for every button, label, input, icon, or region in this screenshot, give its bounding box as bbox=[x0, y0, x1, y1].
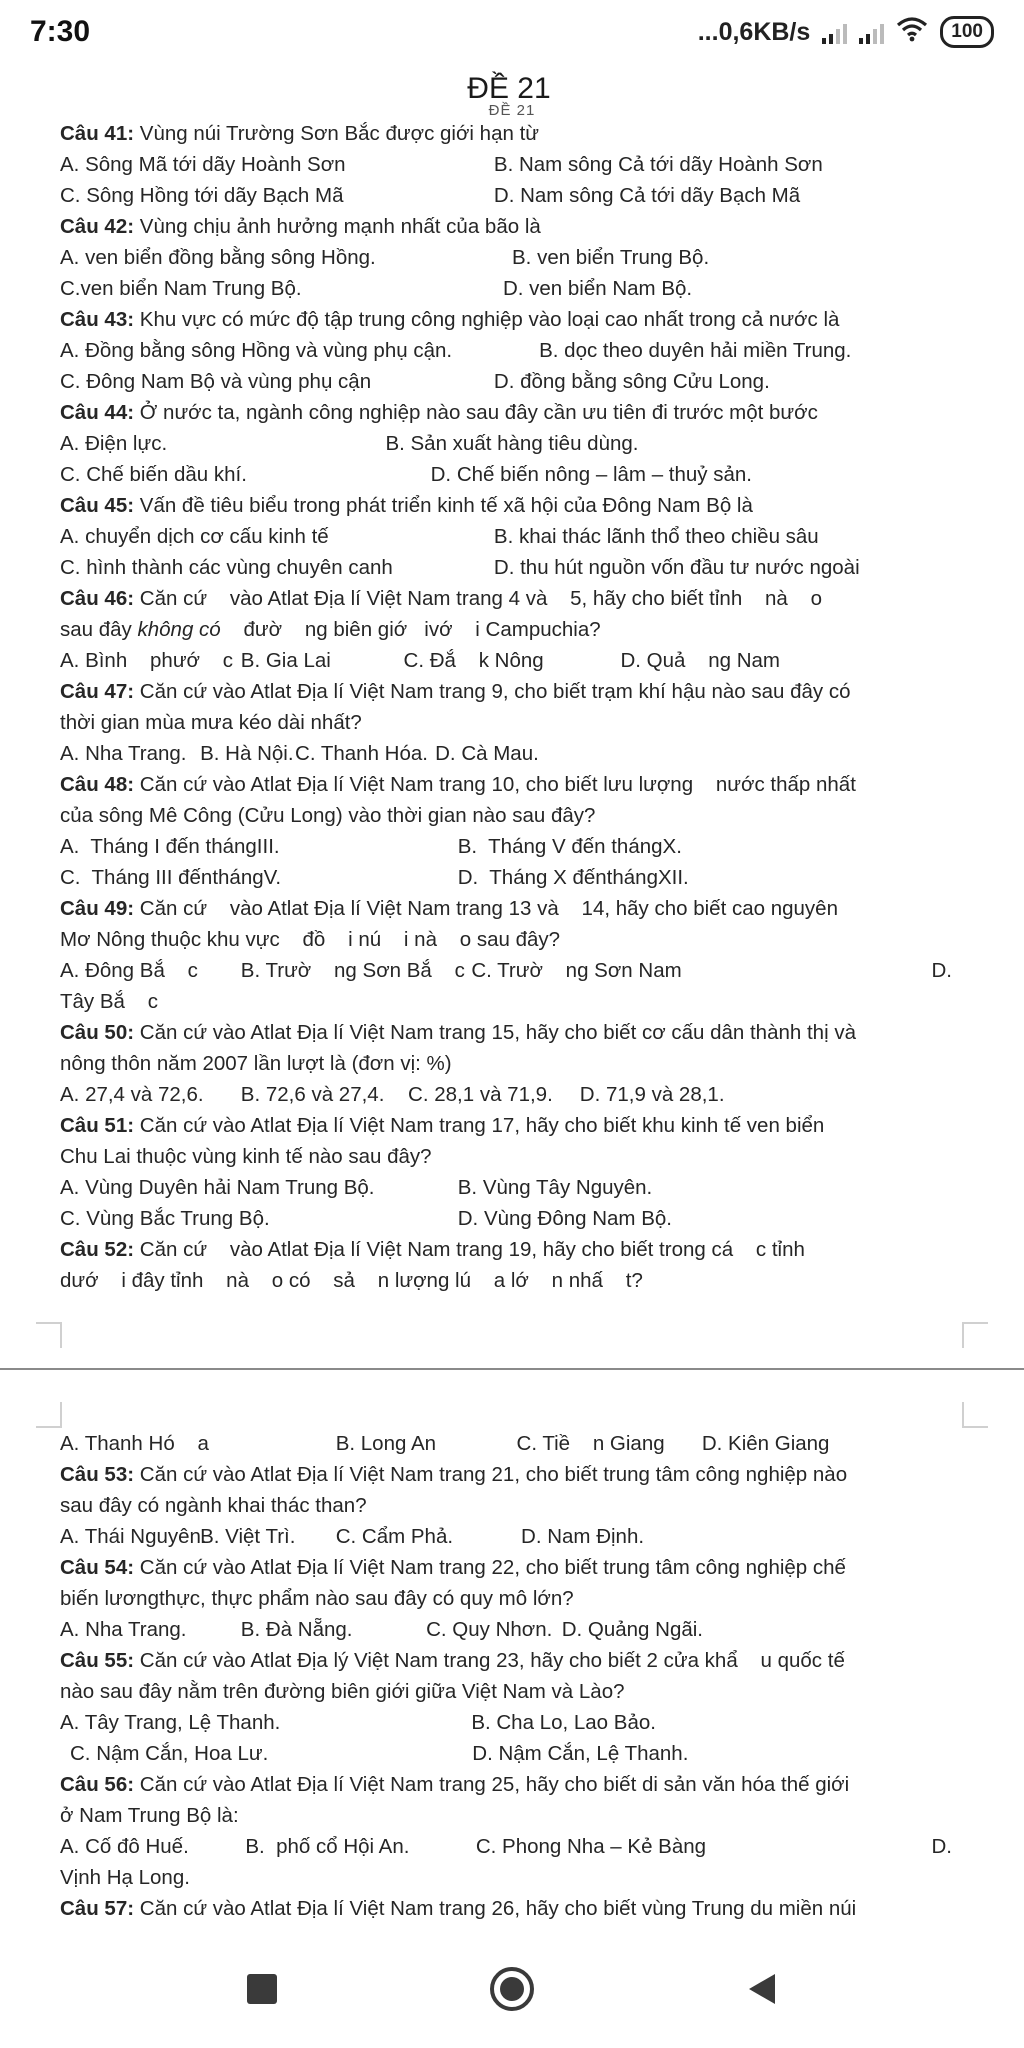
option-b: B. ven biển Trung Bộ. bbox=[512, 246, 710, 269]
option-b: B. Long An bbox=[335, 1432, 437, 1455]
question-text-line-1: Căn cứ vào Atlat Địa lí Việt Nam trang 26, hãy cho biết vùng Trung du miền núi bbox=[139, 1897, 857, 1920]
option-b: B. khai thác lãnh thổ theo chiều sâu bbox=[493, 525, 819, 548]
option-d: D. đồng bằng sông Cửu Long. bbox=[493, 370, 770, 393]
option-d: D. Quả ng Nam bbox=[620, 649, 780, 672]
option-b: B. Tháng V đến thángX. bbox=[457, 835, 682, 858]
option-d-continued: Vịnh Hạ Long. bbox=[60, 1866, 190, 1889]
document-page-1 bbox=[60, 66, 964, 1296]
question-53 bbox=[60, 1459, 964, 1552]
question-text: Vấn đề tiêu biểu trong phát triển kinh tế xã hội của Đông Nam Bộ là bbox=[139, 494, 753, 517]
question-number: Câu 49: bbox=[60, 897, 135, 920]
question-number: Câu 42: bbox=[60, 215, 135, 238]
question-text-line-2a: sau đây bbox=[60, 618, 138, 641]
option-c: C. Phong Nha – Kẻ Bàng bbox=[475, 1835, 707, 1858]
option-b: B. Đà Nẵng. bbox=[240, 1618, 353, 1641]
question-50 bbox=[60, 1017, 964, 1110]
option-b: B. Vùng Tây Nguyên. bbox=[457, 1176, 653, 1199]
page-break bbox=[0, 1368, 1024, 1424]
question-number: Câu 50: bbox=[60, 1021, 135, 1044]
question-number: Câu 41: bbox=[60, 122, 135, 145]
question-text-line-1: Căn cứ vào Atlat Địa lí Việt Nam trang 21, cho biết trung tâm công nghiệp nào bbox=[139, 1463, 848, 1486]
question-number: Câu 47: bbox=[60, 680, 135, 703]
question-number: Câu 51: bbox=[60, 1114, 135, 1137]
signal-1-icon bbox=[822, 20, 847, 44]
question-text-line-2b: đườ ng biên giớ ivớ i Campuchia? bbox=[220, 618, 601, 641]
crop-mark-top-right bbox=[962, 1322, 988, 1348]
question-number: Câu 56: bbox=[60, 1773, 135, 1796]
option-c: C. Quy Nhơn. bbox=[426, 1618, 553, 1641]
net-speed: ...0,6KB/s bbox=[697, 17, 811, 46]
option-a: A. Vùng Duyên hải Nam Trung Bộ. bbox=[60, 1176, 375, 1199]
question-49 bbox=[60, 893, 964, 1017]
option-b: B. Hà Nội. bbox=[200, 742, 294, 765]
option-c: C. 28,1 và 71,9. bbox=[408, 1083, 553, 1106]
home-circle-icon[interactable] bbox=[482, 1959, 542, 2019]
question-text-line-2: nào sau đây nằm trên đường biên giới giữa Việt Nam và Lào? bbox=[60, 1680, 625, 1703]
question-55 bbox=[60, 1645, 964, 1769]
question-text-line-2: Chu Lai thuộc vùng kinh tế nào sau đây? bbox=[60, 1145, 432, 1168]
question-text-line-2: biến lươngthực, thực phẩm nào sau đây có quy mô lớn? bbox=[60, 1587, 574, 1610]
option-a: A. Bình phướ c bbox=[60, 649, 234, 672]
question-text-line-1: Căn cứ vào Atlat Địa lí Việt Nam trang 22, cho biết trung tâm công nghiệp chế bbox=[139, 1556, 846, 1579]
option-a: A. Đông Bắ c bbox=[60, 959, 198, 982]
option-a: A. Thanh Hó a bbox=[60, 1432, 209, 1455]
option-c: C. Chế biến dầu khí. bbox=[60, 463, 247, 486]
question-42 bbox=[60, 211, 964, 304]
crop-mark-bottom-right bbox=[962, 1402, 988, 1428]
question-text-line-2: nông thôn năm 2007 lần lượt là (đơn vị: %) bbox=[60, 1052, 452, 1075]
question-48 bbox=[60, 769, 964, 893]
option-c: C. Vùng Bắc Trung Bộ. bbox=[60, 1207, 270, 1230]
status-bar bbox=[0, 0, 1024, 64]
status-time: 7:30 bbox=[30, 15, 91, 48]
crop-mark-top-left bbox=[36, 1322, 62, 1348]
option-b: B. phố cổ Hội An. bbox=[245, 1835, 410, 1858]
option-c: C. Sông Hồng tới dãy Bạch Mã bbox=[60, 184, 344, 207]
question-text-line-2: của sông Mê Công (Cửu Long) vào thời gian nào sau đây? bbox=[60, 804, 596, 827]
question-number: Câu 45: bbox=[60, 494, 135, 517]
page-divider bbox=[0, 1368, 1024, 1370]
question-text-line-2: sau đây có ngành khai thác than? bbox=[60, 1494, 367, 1517]
document-page-2 bbox=[60, 1428, 964, 1924]
question-number: Câu 55: bbox=[60, 1649, 135, 1672]
option-d: D. ven biển Nam Bộ. bbox=[502, 277, 693, 300]
question-text-line-1: Căn cứ vào Atlat Địa lí Việt Nam trang 25, hãy cho biết di sản văn hóa thế giới bbox=[139, 1773, 850, 1796]
option-d: D. bbox=[931, 1835, 952, 1858]
option-d: D. Tháng X đếnthángXII. bbox=[457, 866, 689, 889]
question-text-line-1: Căn cứ vào Atlat Địa lí Việt Nam trang 4 và 5, hãy cho biết tỉnh nà o bbox=[139, 587, 822, 610]
option-a: A. Sông Mã tới dãy Hoành Sơn bbox=[60, 153, 346, 176]
option-a: A. Đồng bằng sông Hồng và vùng phụ cận. bbox=[60, 339, 453, 362]
question-52-options bbox=[60, 1428, 964, 1459]
signal-2-icon bbox=[859, 20, 884, 44]
question-text: Vùng núi Trường Sơn Bắc được giới hạn từ bbox=[139, 122, 539, 145]
option-d: D. Vùng Đông Nam Bộ. bbox=[457, 1207, 672, 1230]
question-text-line-2: dướ i đây tỉnh nà o có sả n lượng lú a lớ n nhấ t? bbox=[60, 1269, 643, 1292]
question-text: Ở nước ta, ngành công nghiệp nào sau đây cần ưu tiên đi trước một bước bbox=[139, 401, 818, 424]
option-c: C. hình thành các vùng chuyên canh bbox=[60, 556, 393, 579]
option-d-continued: Tây Bắ c bbox=[60, 990, 158, 1013]
question-number: Câu 46: bbox=[60, 587, 135, 610]
doc-subtitle: ĐỀ 21 bbox=[488, 102, 536, 119]
option-b: B. Trườ ng Sơn Bắ c bbox=[240, 959, 465, 982]
option-a: A. Nha Trang. bbox=[60, 742, 187, 765]
question-text-line-1: Căn cứ vào Atlat Địa lí Việt Nam trang 10, cho biết lưu lượng nước thấp nhất bbox=[139, 773, 856, 796]
option-a: A. 27,4 và 72,6. bbox=[60, 1083, 204, 1106]
option-a: A. Tháng I đến thángIII. bbox=[60, 835, 280, 858]
question-text-line-1: Căn cứ vào Atlat Địa lí Việt Nam trang 17, hãy cho biết khu kinh tế ven biển bbox=[139, 1114, 825, 1137]
question-41 bbox=[60, 118, 964, 211]
option-c: C. Cẩm Phả. bbox=[335, 1525, 454, 1548]
option-a: A. Nha Trang. bbox=[60, 1618, 187, 1641]
option-d: D. Kiên Giang bbox=[701, 1432, 830, 1455]
option-c: C. Nậm Cắn, Hoa Lư. bbox=[70, 1742, 269, 1765]
question-47 bbox=[60, 676, 964, 769]
question-57 bbox=[60, 1893, 964, 1924]
option-a: A. Thái Nguyên. bbox=[60, 1525, 207, 1548]
option-d: D. Nậm Cắn, Lệ Thanh. bbox=[472, 1742, 689, 1765]
question-56 bbox=[60, 1769, 964, 1893]
question-45 bbox=[60, 490, 964, 583]
option-c: C.ven biển Nam Trung Bộ. bbox=[60, 277, 302, 300]
question-43 bbox=[60, 304, 964, 397]
question-number: Câu 54: bbox=[60, 1556, 135, 1579]
option-d: D. Nam Định. bbox=[521, 1525, 645, 1548]
question-text: Vùng chịu ảnh hưởng mạnh nhất của bão là bbox=[139, 215, 541, 238]
option-b: B. Gia Lai bbox=[240, 649, 331, 672]
option-b: B. 72,6 và 27,4. bbox=[240, 1083, 385, 1106]
option-c: C. Đông Nam Bộ và vùng phụ cận bbox=[60, 370, 372, 393]
option-d: D. Cà Mau. bbox=[435, 742, 539, 765]
doc-title: ĐỀ 21 bbox=[467, 72, 551, 105]
option-b: B. Việt Trì. bbox=[200, 1525, 296, 1548]
wifi-icon bbox=[896, 16, 928, 49]
option-b: B. Cha Lo, Lao Bảo. bbox=[471, 1711, 656, 1734]
option-d: D. thu hút nguồn vốn đầu tư nước ngoài bbox=[493, 556, 860, 579]
recents-square-icon[interactable] bbox=[232, 1959, 292, 2019]
question-number: Câu 44: bbox=[60, 401, 135, 424]
option-d: D. Nam sông Cả tới dãy Bạch Mã bbox=[493, 184, 801, 207]
option-d: D. bbox=[931, 959, 952, 982]
option-d: D. Chế biến nông – lâm – thuỷ sản. bbox=[430, 463, 752, 486]
option-d: D. 71,9 và 28,1. bbox=[579, 1083, 725, 1106]
question-52 bbox=[60, 1234, 964, 1296]
question-text-line-2: ở Nam Trung Bộ là: bbox=[60, 1804, 239, 1827]
question-text-line-1: Căn cứ vào Atlat Địa lí Việt Nam trang 19, hãy cho biết trong cá c tỉnh bbox=[139, 1238, 805, 1261]
option-a: A. Tây Trang, Lệ Thanh. bbox=[60, 1711, 281, 1734]
question-text-line-1: Căn cứ vào Atlat Địa lí Việt Nam trang 13 và 14, hãy cho biết cao nguyên bbox=[139, 897, 838, 920]
question-number: Câu 43: bbox=[60, 308, 135, 331]
question-text-line-1: Căn cứ vào Atlat Địa lí Việt Nam trang 15, hãy cho biết cơ cấu dân thành thị và bbox=[139, 1021, 856, 1044]
question-46 bbox=[60, 583, 964, 676]
battery-icon bbox=[940, 16, 994, 48]
question-number: Câu 48: bbox=[60, 773, 135, 796]
option-a: A. ven biển đồng bằng sông Hồng. bbox=[60, 246, 376, 269]
option-a: A. Điện lực. bbox=[60, 432, 168, 455]
navigation-bar bbox=[0, 1930, 1024, 2048]
question-text-line-1: Căn cứ vào Atlat Địa lý Việt Nam trang 23, hãy cho biết 2 cửa khẩ u quốc tế bbox=[139, 1649, 845, 1672]
option-c: C. Đắ k Nông bbox=[403, 649, 544, 672]
question-number: Câu 52: bbox=[60, 1238, 135, 1261]
back-triangle-icon[interactable] bbox=[732, 1959, 792, 2019]
crop-mark-bottom-left bbox=[36, 1402, 62, 1428]
question-text-line-1: Căn cứ vào Atlat Địa lí Việt Nam trang 9, cho biết trạm khí hậu nào sau đây có bbox=[139, 680, 851, 703]
question-text-line-2: Mơ Nông thuộc khu vực đồ i nú i nà o sau đây? bbox=[60, 928, 561, 951]
option-c: C. Tháng III đếnthángV. bbox=[60, 866, 282, 889]
option-a: A. chuyển dịch cơ cấu kinh tế bbox=[60, 525, 329, 548]
question-number: Câu 57: bbox=[60, 1897, 135, 1920]
status-indicators bbox=[698, 16, 994, 49]
option-c: C. Trườ ng Sơn Nam bbox=[471, 959, 682, 982]
question-51 bbox=[60, 1110, 964, 1234]
question-54 bbox=[60, 1552, 964, 1645]
option-c: C. Tiề n Giang bbox=[516, 1432, 665, 1455]
question-44 bbox=[60, 397, 964, 490]
option-b: B. dọc theo duyên hải miền Trung. bbox=[539, 339, 852, 362]
question-text-line-2: thời gian mùa mưa kéo dài nhất? bbox=[60, 711, 362, 734]
option-c: C. Thanh Hóa. bbox=[295, 742, 428, 765]
option-a: A. Cố đô Huế. bbox=[60, 1835, 189, 1858]
option-b: B. Nam sông Cả tới dãy Hoành Sơn bbox=[493, 153, 823, 176]
battery-level: 100 bbox=[951, 21, 983, 42]
option-b: B. Sản xuất hàng tiêu dùng. bbox=[385, 432, 639, 455]
option-d: D. Quảng Ngãi. bbox=[561, 1618, 704, 1641]
question-text: Khu vực có mức độ tập trung công nghiệp vào loại cao nhất trong cả nước là bbox=[139, 308, 840, 331]
question-text-emphasis: không có bbox=[137, 618, 221, 641]
question-number: Câu 53: bbox=[60, 1463, 135, 1486]
